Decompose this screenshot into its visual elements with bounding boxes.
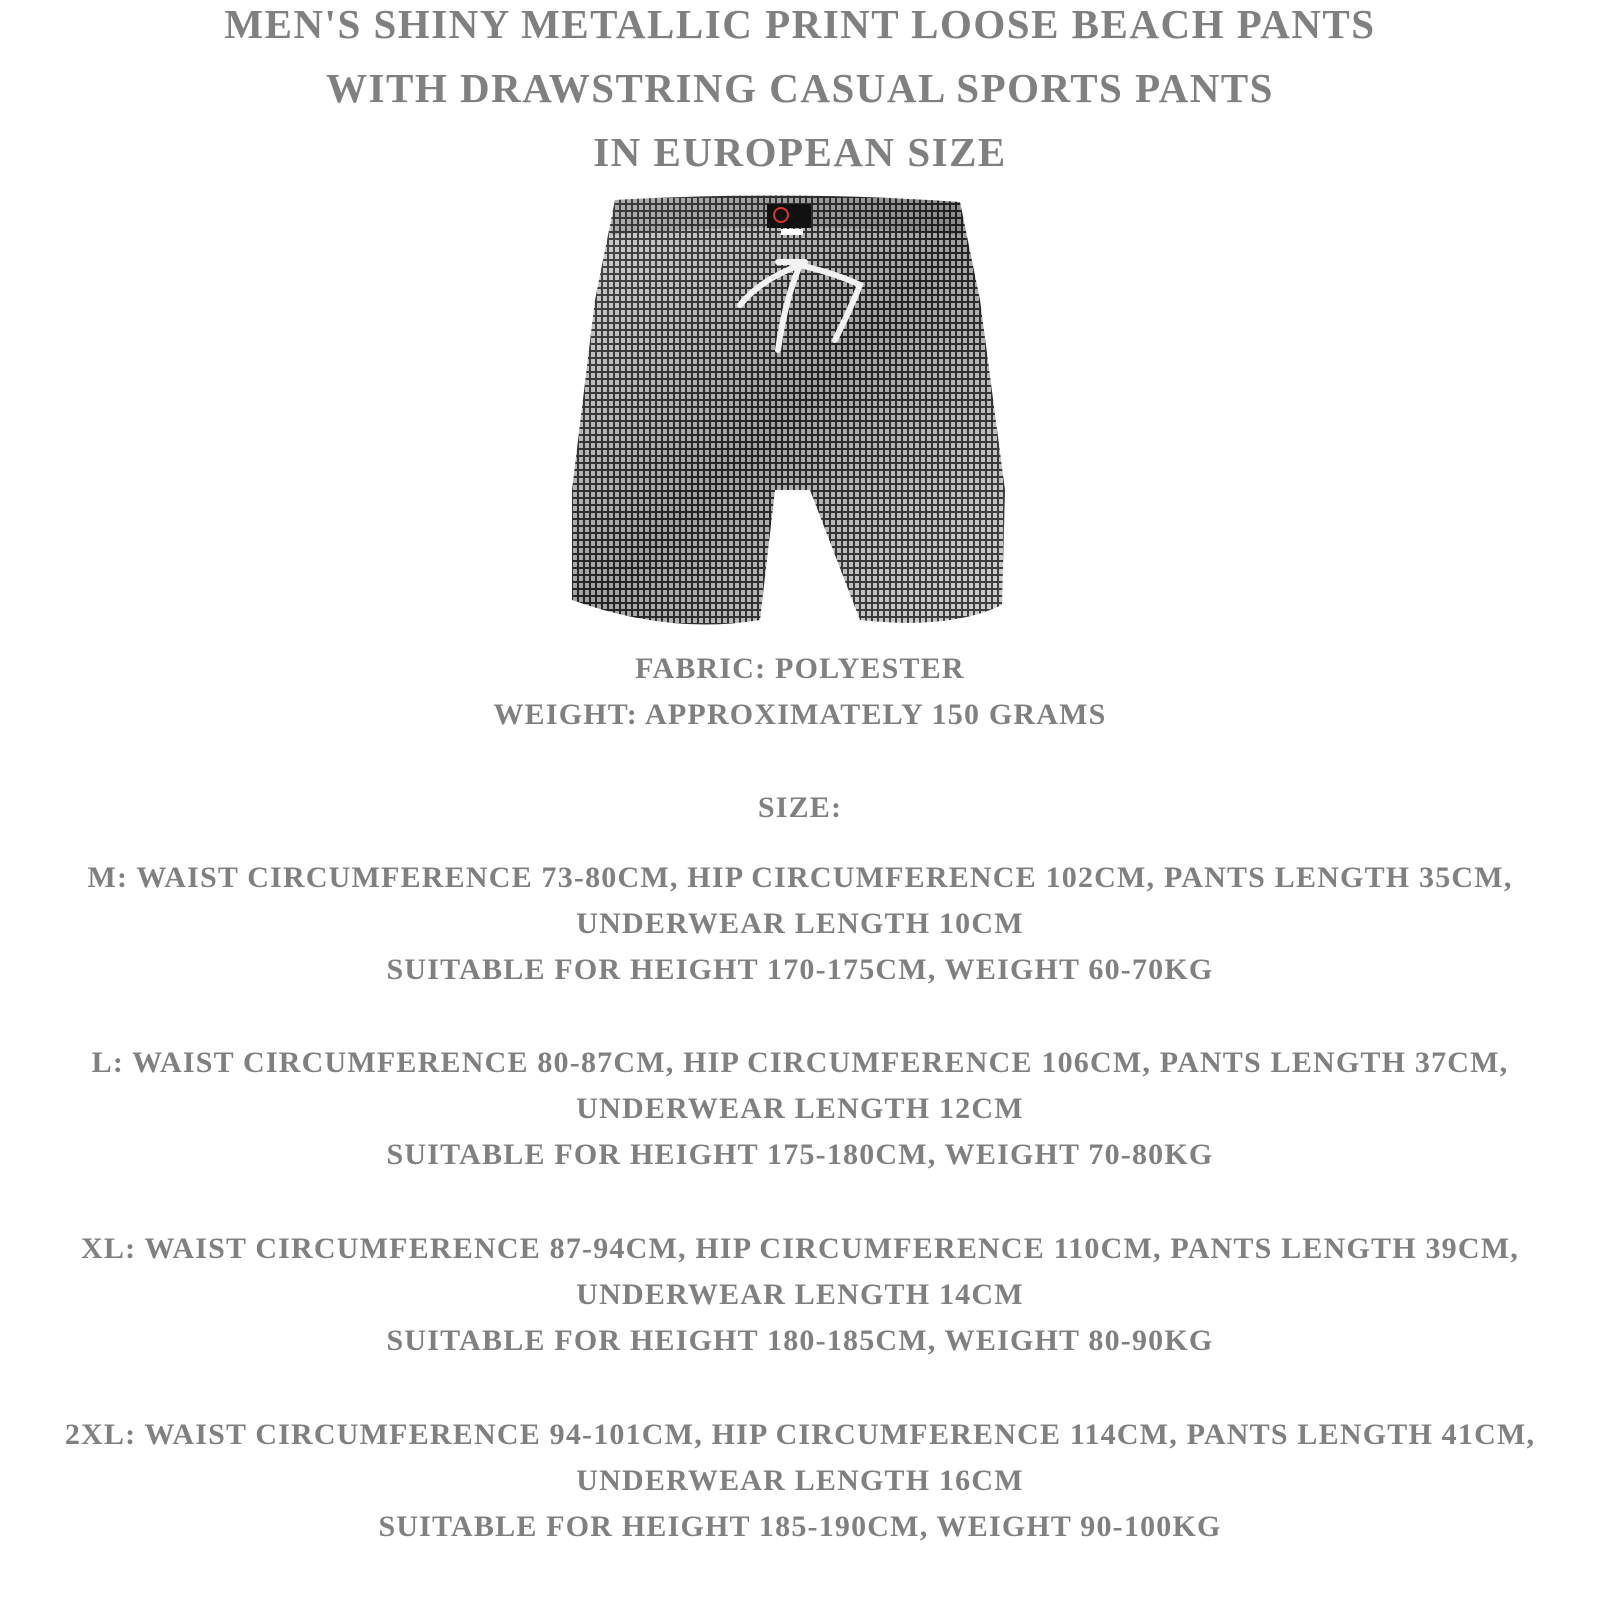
size-line: 2XL: WAIST CIRCUMFERENCE 94-101CM, HIP CIRCUMFERENCE 114CM, PANTS LENGTH 41CM, [64,1418,1536,1451]
size-line: UNDERWEAR LENGTH 12CM [576,1092,1024,1125]
weight-text: WEIGHT: APPROXIMATELY 150 GRAMS [493,698,1107,731]
title-line-1: MEN'S SHINY METALLIC PRINT LOOSE BEACH PANTS [224,1,1376,47]
title-line-3: IN EUROPEAN SIZE [593,129,1007,175]
size-line: SUITABLE FOR HEIGHT 175-180CM, WEIGHT 70-80KG [386,1138,1214,1171]
fabric-text: FABRIC: POLYESTER [635,652,965,685]
size-line: UNDERWEAR LENGTH 16CM [576,1464,1024,1497]
size-line: XL: WAIST CIRCUMFERENCE 87-94CM, HIP CIRCUMFERENCE 110CM, PANTS LENGTH 39CM, [81,1232,1519,1265]
size-line: M: WAIST CIRCUMFERENCE 73-80CM, HIP CIRCUMFERENCE 102CM, PANTS LENGTH 35CM, [87,861,1513,894]
size-line: SUITABLE FOR HEIGHT 185-190CM, WEIGHT 90-100KG [378,1510,1222,1543]
title-line-2: WITH DRAWSTRING CASUAL SPORTS PANTS [326,65,1274,111]
size-label: SIZE: [757,791,843,824]
size-line: SUITABLE FOR HEIGHT 170-175CM, WEIGHT 60-70KG [386,953,1214,986]
product-image-shorts [560,190,1020,650]
size-line: UNDERWEAR LENGTH 10CM [576,907,1024,940]
size-line: L: WAIST CIRCUMFERENCE 80-87CM, HIP CIRCUMFERENCE 106CM, PANTS LENGTH 37CM, [91,1046,1509,1079]
size-line: UNDERWEAR LENGTH 14CM [576,1278,1024,1311]
size-line: SUITABLE FOR HEIGHT 180-185CM, WEIGHT 80-90KG [386,1324,1214,1357]
